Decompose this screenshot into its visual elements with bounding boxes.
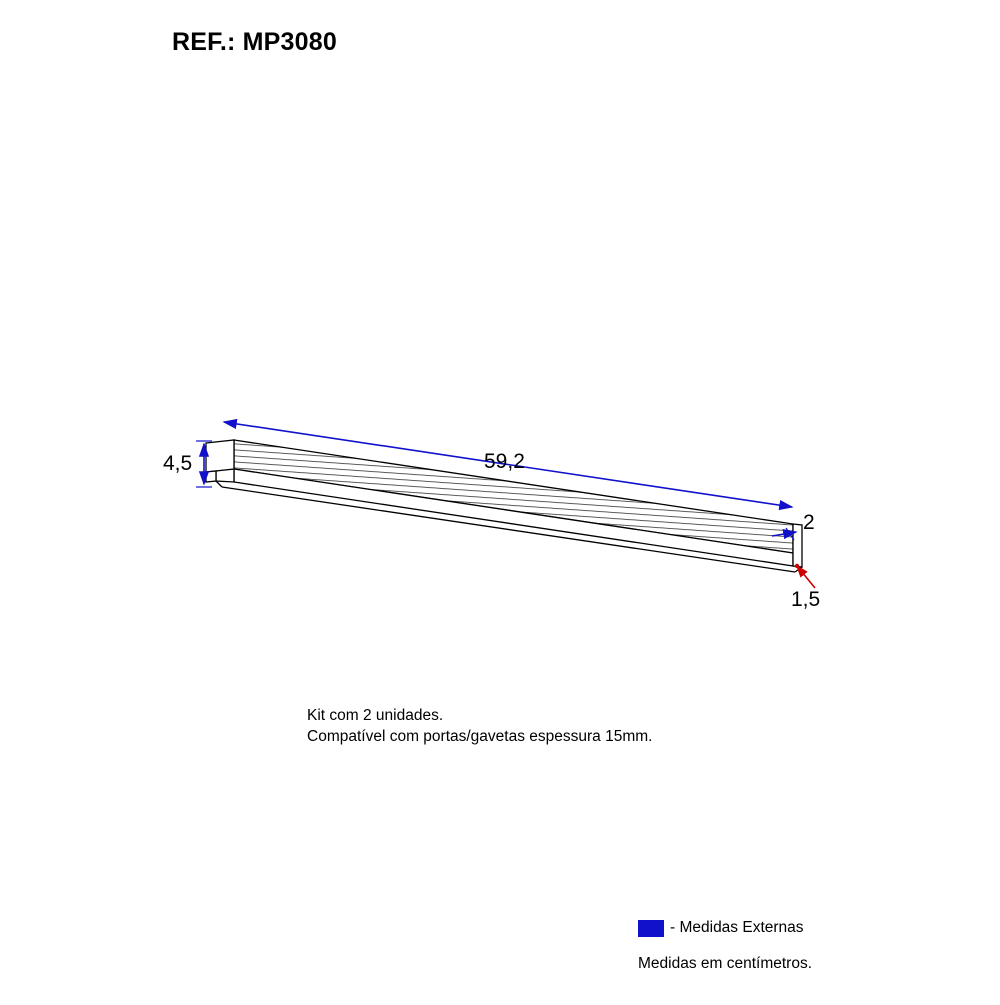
legend-external-label: - Medidas Externas: [670, 919, 804, 936]
dimension-label-depth: 2: [803, 511, 815, 534]
legend-external-row: [638, 917, 812, 939]
dimension-thickness: [795, 564, 815, 588]
note-line-1: Kit com 2 unidades.: [307, 707, 444, 724]
dimension-label-thickness: 1,5: [791, 588, 821, 611]
product-notes: [307, 705, 652, 747]
dimension-label-height: 4,5: [163, 452, 193, 475]
legend: [638, 917, 812, 975]
legend-units-label: Medidas em centímetros.: [638, 955, 813, 972]
note-line-2: Compatível com portas/gavetas espessura 15mm.: [307, 728, 653, 745]
dimension-label-length: 59,2: [484, 450, 525, 473]
page-title: REF.: MP3080: [172, 28, 337, 56]
external-measure-swatch-icon: [638, 920, 664, 937]
